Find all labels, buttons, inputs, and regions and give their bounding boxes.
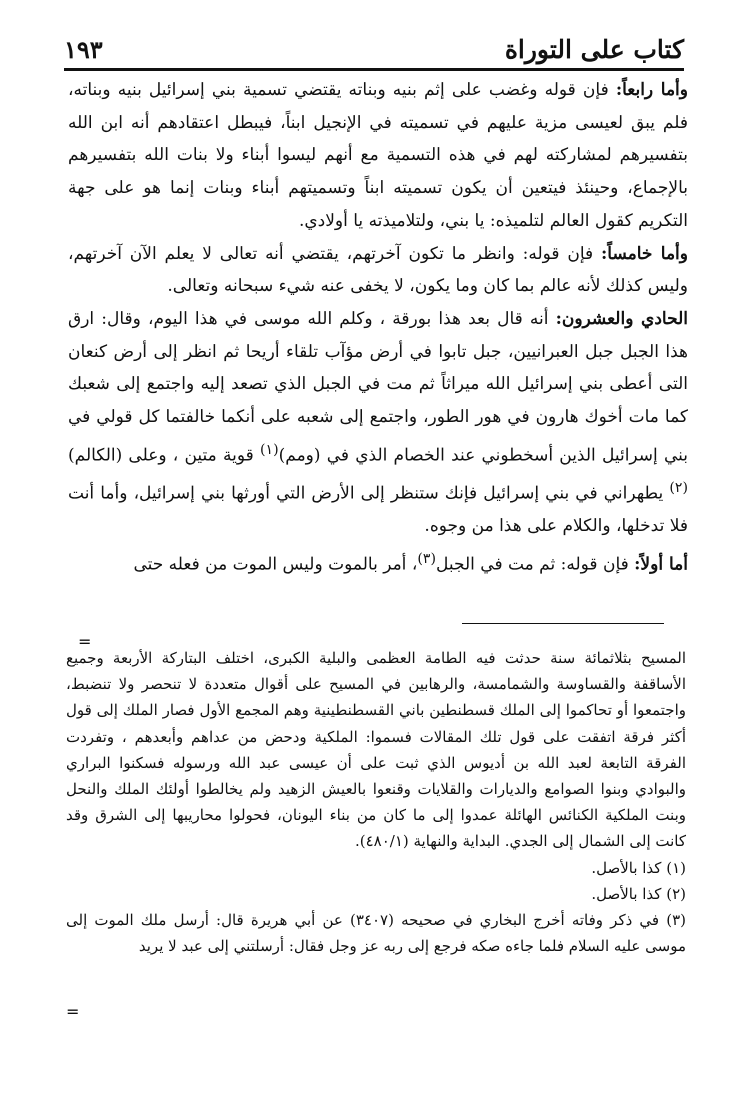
paragraph-text: قوية متين ، وعلى (الكالم) — [68, 445, 260, 466]
paragraph-first-aspect — [68, 543, 688, 581]
footnote-continuation: المسيح بثلاثمائة سنة حدثت فيه الطامة العظمى والبلية الكبرى، اختلف البتاركة الأربعة وجميع الأساقفة والقساوسة والشمامسة، والرهابين في المسيح على أقوال متعددة لا تنحصر ولا تنضبط، واجتمعوا أو تحاكموا إلى الملك قسطنطين باني القسطنطينية وهم المجمع الأول فصار الملك إلى قول أكثر فرقة اتفقت على قول تلك المقالات فسموا: الملكية ودحض من عداهم وأبعدهم ، وتفردت الفرقة التابعة لعبد الله بن أديوس الذي ثبت على أن عيسى عبد الله ورسوله فسكنوا البراري والبوادي وبنوا الصوامع والديارات والقلايات وقنعوا بالعيش الزهيد ولم يخالطوا أولئك الملك والنحل وبنت الملكية الكنائس الهائلة عمدوا إلى ما كان من بناء اليونان، فحولوا محاريبها إلى الشرق وقد كانت إلى الشمال إلى الجدي. البداية والنهاية (٤٨٠/١). — [66, 649, 686, 851]
paragraph-fourth — [68, 74, 688, 238]
paragraph-text: يطهراني في بني إسرائيل فإنك ستنظر إلى الأرض التي أورثها بني إسرائيل، وأما أنت فلا تدخلها، والكلام على هذا من وجوه. — [68, 483, 688, 537]
footnote-3: (٣) في ذكر وفاته أخرج البخاري في صحيحه (٣٤٠٧) عن أبي هريرة قال: أرسل ملك الموت إلى موسى عليه السلام فلما جاءه صكه فرجع إلى ربه عز وجل فقال: أرسلتني إلى عبد لا يريد — [66, 911, 686, 956]
header-rule — [64, 68, 684, 71]
page-number: ١٩٣ — [64, 35, 103, 64]
paragraph-text: أنه قال بعد هذا بورقة ، وكلم الله موسى في هذا اليوم، وقال: ارق هذا الجبل جبل العبرانيين، جبل تابوا في أرض مؤآب تلقاء أريحا ثم انظر إلى أرض كنعان التى أعطى بني إسرائيل الله ميراثاً ثم مت في الجبل الذي تصعد إليه واجتمع إلى شعبك كما مات أخوك هارون في هور الطور، واجتمع إلى شعبه على أنكما خالفتما كل قولي في بني إسرائيل الذين أسخطوني عند الخصام الذي في (ومم) — [68, 308, 688, 466]
footnote-ref-1[interactable]: (١) — [259, 441, 279, 458]
paragraph-text: ، أمر بالموت وليس الموت من فعله حتى — [133, 554, 418, 575]
main-text — [68, 74, 688, 582]
paragraph-text: فإن قوله: ثم مت في الجبل — [435, 554, 635, 575]
footnote-1: (١) كذا بالأصل. — [591, 858, 686, 877]
paragraph-lead: وأما خامساً: — [601, 243, 688, 264]
footnote-separator — [462, 623, 664, 624]
footnote-continued-mark: = — [78, 632, 92, 651]
paragraph-lead: وأما رابعاً: — [615, 80, 688, 100]
footnotes — [66, 645, 686, 959]
footnote-continuation-mark: = — [66, 1002, 80, 1021]
paragraph-twenty-first — [68, 303, 688, 543]
footnote-ref-2[interactable]: (٢) — [669, 480, 688, 497]
running-header — [64, 28, 684, 68]
paragraph-lead: أما أولاً: — [634, 554, 688, 575]
paragraph-text: فإن قوله: وانظر ما تكون آخرتهم، يقتضي أنه تعالى لا يعلم الآن آخرتهم، وليس كذلك لأنه عالم بما كان وما يكون، لا يخفى عنه شيء سبحانه وتعالى. — [68, 243, 688, 297]
book-title: كتاب على التوراة — [504, 35, 684, 64]
paragraph-fifth — [68, 238, 688, 303]
footnote-2: (٢) كذا بالأصل. — [591, 884, 686, 903]
paragraph-text: فإن قوله وغضب على إثم بنيه وبناته يقتضي تسمية بني إسرائيل بنيه وبناته، فلم يبق لعيسى مزية عليهم في تسميته في الإنجيل ابناً، فيبطل اعتقادهم أنه ابن الله بتفسيرهم لمشاركته لهم في هذه التسمية مع أنهم ليسوا أبناء ولا بنات الله بتفسيرهم بالإجماع، وحينئذ فيتعين أن يكون تسميته ابناً وتسميتهم أبناء وبنات إنما هو على جهة التكريم كقول العالم لتلميذه: يا بني، ولتلاميذته يا أولادي. — [68, 80, 688, 231]
paragraph-lead: الحادي والعشرون: — [555, 308, 688, 329]
footnote-ref-3[interactable]: (٣) — [417, 551, 436, 568]
